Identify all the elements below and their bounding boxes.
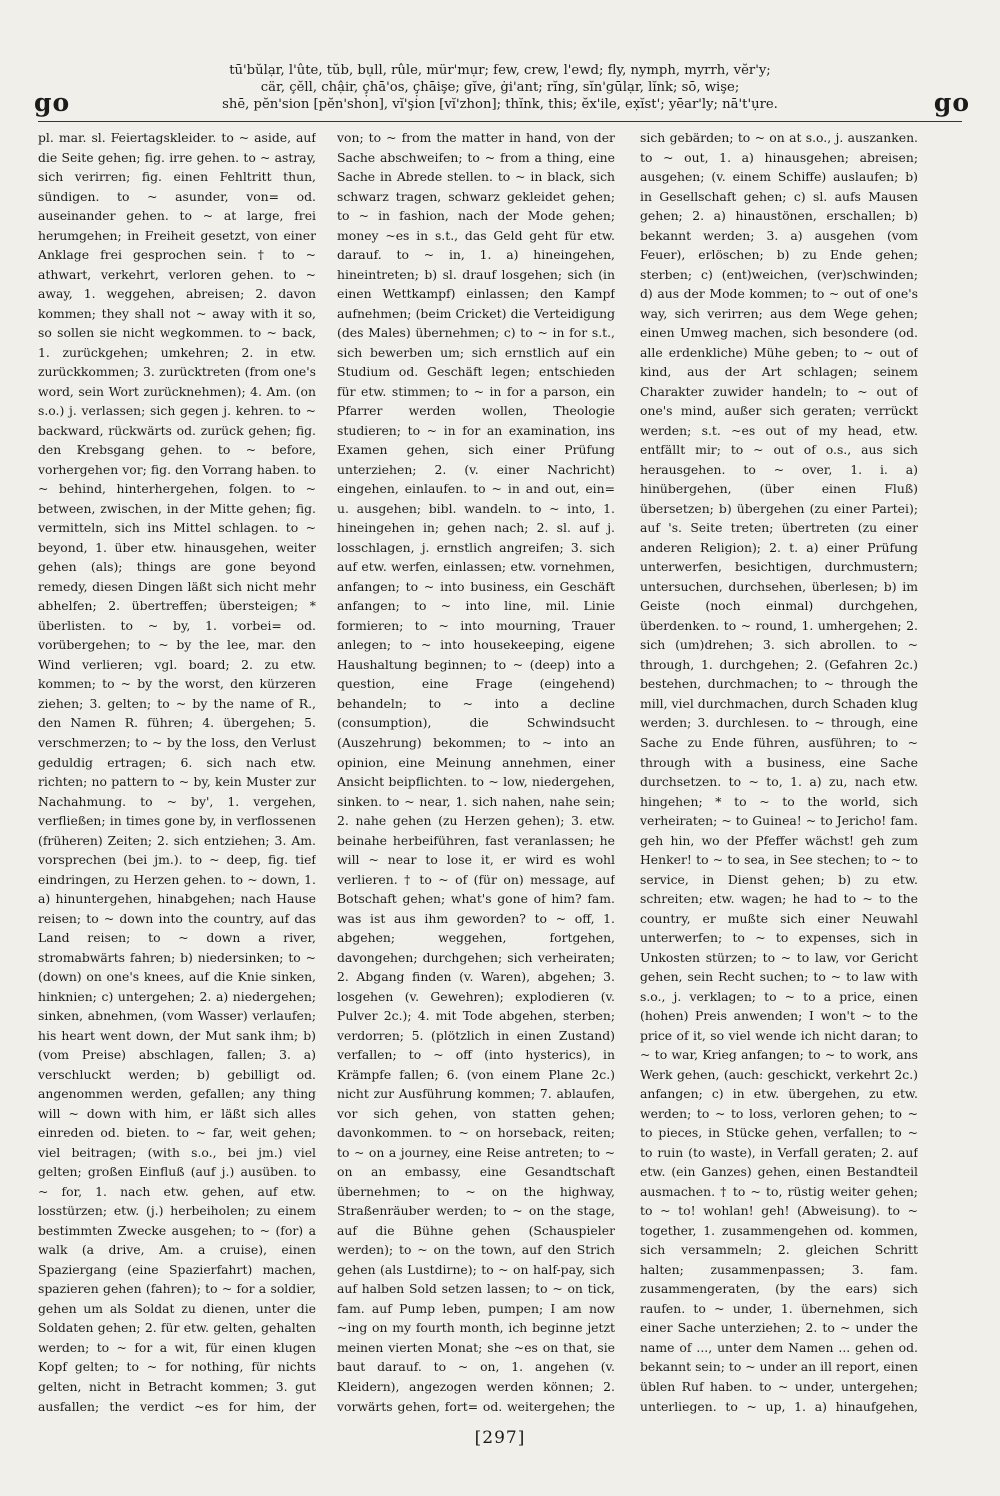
guide-word-right: go <box>933 88 970 117</box>
text-column-right: sich gebärden; to ~ on at s.o., j. auszanken. to ~ out, 1. a) hinausgehen; abreisen; ausgehen; (v. einem Schiffe) auslaufen; b) in Gesellschaft gehen; c) sl. aufs Mausen gehen; 2. a) hinaustönen, erschallen; b) bekannt werden; 3. a) ausgehen (vom Feuer), erlöschen; b) zu Ende gehen; sterben; c) (ent)weichen, (ver)schwinden; d) aus der Mode kommen; to ~ out of one's way, sich verirren; aus dem Wege gehen; einen Umweg machen, sich besondere (od. alle erdenkliche) Mühe geben; to ~ out of kind, aus der Art schlagen; seinem Charakter zuwider handeln; to ~ out of one's mind, außer sich geraten; verrückt werden; s.t. ~es out of my head, etw. entfällt mir; to ~ out of o.s., aus sich herausgehen. to ~ over, 1. i. a) hinübergehen, (über einen Fluß) übersetzen; b) übergehen (zu einer Partei); auf 's. Seite treten; übertreten (zu einer anderen Religion); 2. t. a) einer Prüfung unterwerfen, besichtigen, durchmustern; untersuchen, durchsehen, überlesen; b) im Geiste (noch einmal) durchgehen, überdenken. to ~ round, 1. umhergehen; 2. sich (um)drehen; 3. sich abrollen. to ~ through, 1. durchgehen; 2. (Gefahren 2c.) bestehen, durchmachen; to ~ through the mill, viel durchmachen, durch Schaden klug werden; 3. durchlesen. to ~ through, eine Sache zu Ende führen, ausführen; to ~ through with a business, eine Sache durchsetzen. to ~ to, 1. a) zu, nach etw. hingehen; * to ~ to the world, sich verheiraten; ~ to Guinea! ~ to Jericho! fam. geh hin, wo der Pfeffer wächst! geh zum Henker! to ~ to sea, in See stechen; to ~ to service, in Dienst gehen; b) zu etw. schreiten; etw. wagen; he had to ~ to the country, er mußte sich einer Neuwahl unterwerfen; to ~ to expenses, sich in Unkosten stürzen; to ~ to law, vor Gericht gehen, sein Recht suchen; to ~ to law with s.o., j. verklagen; to ~ to a price, einen (hohen) Preis anwenden; I won't ~ to the price of it, so viel wende ich nicht daran; to ~ to war, Krieg anfangen; to ~ to work, ans Werk gehen, (auch: geschickt, verkehrt 2c.) anfangen; c) in etw. übergehen, zu etw. werden; to ~ to loss, verloren gehen; to ~ to pieces, in Stücke gehen, verfallen; to ~ to ruin (to waste), in Verfall geraten; 2. auf etw. (ein Ganzes) gehen, einen Bestandteil ausmachen. † to ~ to, rüstig weiter gehen; to ~ to! wohlan! geh! (Abweisung). to ~ together, 1. zusammengehen od. kommen, sich versammeln; 2. gleichen Schritt halten; zusammenpassen; 3. fam. zusammengeraten, (by the ears) sich raufen. to ~ under, 1. übernehmen, sich einer Sache unterziehen; 2. to ~ under the name of ..., unter dem Namen ... gehen od. bekannt sein; to ~ under an ill report, einen üblen Ruf haben. to ~ under, untergehen; unterliegen. to ~ up, 1. a) hinaufgehen, <box>640 130 918 1414</box>
text-column-left: pl. mar. sl. Feiertagskleider. to ~ aside, auf die Seite gehen; fig. irre gehen. to ~ astray, sich verirren; fig. einen Fehltritt thun, sündigen. to ~ asunder, von= od. auseinander gehen. to ~ at large, frei herumgehen; in Freiheit gesetzt, von einer Anklage frei gesprochen sein. † to ~ athwart, verkehrt, verloren gehen. to ~ away, 1. weggehen, abreisen; 2. davon kommen; they shall not ~ away with it so, so sollen sie nicht wegkommen. to ~ back, 1. zurückgehen; umkehren; 2. in etw. zurückkommen; 3. zurücktreten (from one's word, sein Wort zurücknehmen); 4. Am. (on s.o.) j. verlassen; sich gegen j. kehren. to ~ backward, rückwärts od. zurück gehen; fig. den Krebsgang gehen. to ~ before, vorhergehen vor; fig. den Vorrang haben. to ~ behind, hinterhergehen, folgen. to ~ between, zwischen, in der Mitte gehen; fig. vermitteln, sich ins Mittel schlagen. to ~ beyond, 1. über etw. hinausgehen, weiter gehen (als); things are gone beyond remedy, diesen Dingen läßt sich nicht mehr abhelfen; 2. übertreffen; übersteigen; * überlisten. to ~ by, 1. vorbei= od. vorübergehen; to ~ by the lee, mar. den Wind verlieren; vgl. board; 2. zu etw. kommen; to ~ by the worst, den kürzeren ziehen; 3. gelten; to ~ by the name of R., den Namen R. führen; 4. übergehen; 5. verschmerzen; to ~ by the loss, den Verlust geduldig ertragen; 6. sich nach etw. richten; no pattern to ~ by, kein Muster zur Nachahmung. to ~ by', 1. vergehen, verfließen; in times gone by, in verflossenen (früheren) Zeiten; 2. sich entziehen; 3. Am. vorsprechen (bei jm.). to ~ deep, fig. tief eindringen, zu Herzen gehen. to ~ down, 1. a) hinuntergehen, hinabgehen; nach Hause reisen; to ~ down into the country, auf das Land reisen; to ~ down a river, stromabwärts fahren; b) niedersinken; to ~ (down) on one's knees, auf die Knie sinken, hinknien; c) untergehen; 2. a) niedergehen; sinken, abnehmen, (vom Wasser) verlaufen; his heart went down, der Mut sank ihm; b) (vom Preise) abschlagen, fallen; 3. a) verschluckt werden; b) gebilligt od. angenommen werden, gefallen; any thing will ~ down with him, er läßt sich alles einreden od. bieten. to ~ far, weit gehen; viel beitragen; (with s.o., bei jm.) viel gelten; großen Einfluß (auf j.) ausüben. to ~ for, 1. nach etw. gehen, auf etw. losstürzen; etw. (j.) herbeiholen; zu einem bestimmten Zwecke ausgehen; to ~ (for) a walk (a drive, Am. a cruise), einen Spaziergang (eine Spazierfahrt) machen, spazieren gehen (fahren); to ~ for a soldier, gehen um als Soldat zu dienen, unter die Soldaten gehen; 2. für etw. gelten, gehalten werden; to ~ for a wit, für einen klugen Kopf gelten; to ~ for nothing, für nichts gelten, nicht in Betracht kommen; 3. gut ausfallen; the verdict ~es for him, der <box>38 130 316 1414</box>
page-number: [297] <box>474 1428 526 1448</box>
pronunciation-key <box>120 62 880 113</box>
guide-word-left: go <box>34 88 71 117</box>
header-rule <box>38 121 962 122</box>
pronunciation-key-line: tū'bŭlạr, l'ûte, tŭb, bụll, rûle, mür'mụr; few, crew, l'ewd; fly, nymph, myrrh, vĕr'y; <box>229 63 771 78</box>
pronunciation-key-line: shē, pĕn'sion [pĕn'shon], vĭ'şion [vĭ'zhon]; thĭnk, this; ĕx'ile, ex̣ĭst'; yēar'ly; nā't'ụre. <box>222 97 778 112</box>
pronunciation-key-line: cär, çĕll, chậir, ç̣hā'os, ç̣hāişe; gĭve, ġi'ant; rĭng, sĭn'gūlạr, lĭnk; sō, wişe; <box>260 80 740 95</box>
text-column-middle: von; to ~ from the matter in hand, von der Sache abschweifen; to ~ from a thing, eine Sache in Abrede stellen. to ~ in black, sich schwarz tragen, schwarz gekleidet gehen; to ~ in fashion, nach der Mode gehen; money ~es in s.t., das Geld geht für etw. darauf. to ~ in, 1. a) hineingehen, hineintreten; b) sl. drauf losgehen; sich (in einen Wettkampf) einlassen; den Kampf aufnehmen; (beim Cricket) die Verteidigung (des Males) übernehmen; c) to ~ in for s.t., sich bewerben um; sich ernstlich auf ein Studium od. Geschäft legen; entschieden für etw. stimmen; to ~ in for a parson, ein Pfarrer werden wollen, Theologie studieren; to ~ in for an examination, ins Examen gehen, sich einer Prüfung unterziehen; 2. (v. einer Nachricht) eingehen, einlaufen. to ~ in and out, ein= u. ausgehen; bibl. wandeln. to ~ into, 1. hineingehen in; gehen nach; 2. sl. auf j. losschlagen, j. ernstlich angreifen; 3. sich auf etw. werfen, einlassen; etw. vornehmen, anfangen; to ~ into business, ein Geschäft anfangen; to ~ into line, mil. Linie formieren; to ~ into mourning, Trauer anlegen; to ~ into housekeeping, eigene Haushaltung beginnen; to ~ (deep) into a question, eine Frage (eingehend) behandeln; to ~ into a decline (consumption), die Schwindsucht (Auszehrung) bekommen; to ~ into an opinion, eine Meinung annehmen, einer Ansicht beipflichten. to ~ low, niedergehen, sinken. to ~ near, 1. sich nahen, nahe sein; 2. nahe gehen (zu Herzen gehen); 3. etw. beinahe herbeiführen, fast veranlassen; he will ~ near to lose it, er wird es wohl verlieren. † to ~ of (für on) message, auf Botschaft gehen; what's gone of him? fam. was ist aus ihm geworden? to ~ off, 1. abgehen; weggehen, fortgehen, davongehen; durchgehen; sich verheiraten; 2. Abgang finden (v. Waren), abgehen; 3. losgehen (v. Gewehren); explodieren (v. Pulver 2c.); 4. mit Tode abgehen, sterben; verdorren; 5. (plötzlich in einen Zustand) verfallen; to ~ off (into hysterics), in Krämpfe fallen; 6. (von einem Plane 2c.) nicht zur Ausführung kommen; 7. ablaufen, vor sich gehen, von statten gehen; davonkommen. to ~ on horseback, reiten; to ~ on a journey, eine Reise antreten; to ~ on an embassy, eine Gesandtschaft übernehmen; to ~ on the highway, Straßenräuber werden; to ~ on the stage, auf die Bühne gehen (Schauspieler werden); to ~ on the town, auf den Strich gehen (als Lustdirne); to ~ on half-pay, sich auf halben Sold setzen lassen; to ~ on tick, fam. auf Pump leben, pumpen; I am now ~ing on my fourth month, ich beginne jetzt meinen vierten Monat; she ~es on that, sie baut darauf. to ~ on, 1. angehen (v. Kleidern), angezogen werden können; 2. vorwärts gehen, fort= od. weitergehen; the <box>337 130 615 1414</box>
